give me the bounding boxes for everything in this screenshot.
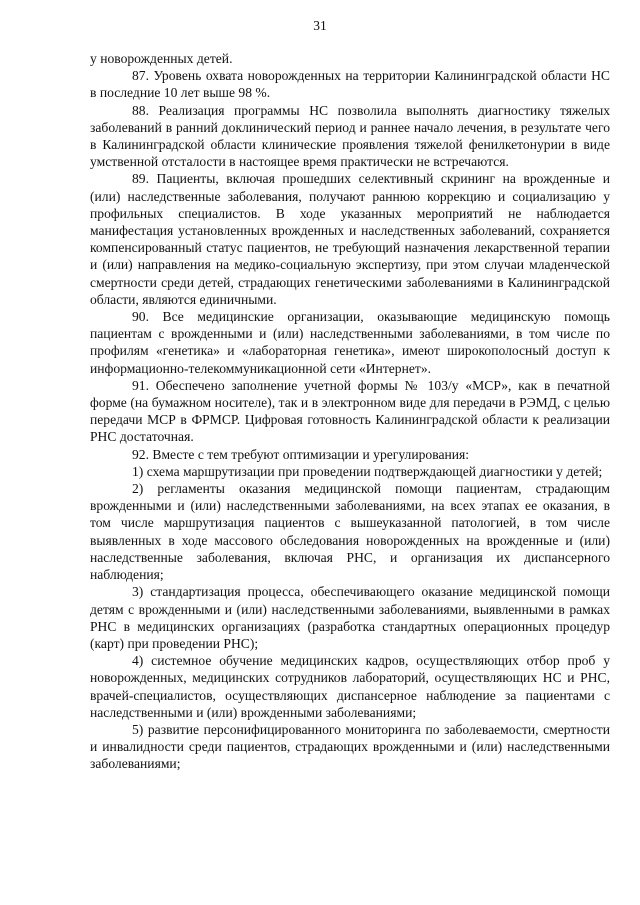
paragraph-87: 87. Уровень охвата новорожденных на территории Калининградской области НС в последние 10 лет выше 98 %. <box>90 68 610 101</box>
paragraph-92: 92. Вместе с тем требуют оптимизации и урегулирования: <box>132 446 470 462</box>
list-item-5: 5) развитие персонифицированного мониторинга по заболеваемости, смертности и инвалидности среди пациентов, страдающих врожденными и (или) наследственными заболеваниями; <box>90 721 610 772</box>
list-item-4: 4) системное обучение медицинских кадров, осуществляющих отбор проб у новорожденных, медицинских сотрудников лабораторий, осуществляющих НС и РНС, врачей-специалистов, осуществляющих диспансерное наблюдение за пациентами с наследственными и (или) врожденными заболеваниями; <box>90 653 610 720</box>
list-item-2: 2) регламенты оказания медицинской помощи пациентам, страдающим врожденными и (или) наследственными заболеваниями, на всех этапах ее оказания, в том числе маршрутизация пациентов с вышеуказанной патологией, в том числе выявленных в ходе массового обследования новорожденных на врожденные и (или) наследственные заболевания, включая РНС, и организация их диспансерного наблюдения; <box>90 481 610 583</box>
paragraph-89: 89. Пациенты, включая прошедших селективный скрининг на врожденные и (или) наследственные заболевания, получают раннюю коррекцию и социализацию у профильных специалистов. В ходе указанных мероприятий не наблюдается манифестация установленных врожденных и наследственных заболеваний, сохраняется компенсированный статус пациентов, не требующий назначения лекарственной терапии и (или) направления на медико-социальную экспертизу, при этом случаи младенческой смертности среди детей, страдающих генетическими заболеваниями в Калининградской области, являются единичными. <box>90 171 610 307</box>
document-body <box>90 50 610 773</box>
paragraph-continuation: у новорожденных детей. <box>90 51 233 66</box>
page-number: 31 <box>313 18 327 33</box>
list-item-3: 3) стандартизация процесса, обеспечивающего оказание медицинской помощи детям с врожденными и (или) наследственными заболеваниями, выявленными в рамках РНС в медицинских организациях (разработка стандартных операционных процедур (карт) при проведении РНС); <box>90 584 610 651</box>
paragraph-91: 91. Обеспечено заполнение учетной формы № 103/у «МСР», как в печатной форме (на бумажном носителе), так и в электронном виде для передачи в РЭМД, с целью передачи МСР в ФРМСР. Цифровая готовность Калининградской области к реализации РНС достаточная. <box>90 377 610 445</box>
paragraph-88: 88. Реализация программы НС позволила выполнять диагностику тяжелых заболеваний в ранний доклинический период и раннее начало лечения, в результате чего в Калининградской области клинические проявления тяжелой фенилкетонурии в виде умственной отсталости в настоящее время практически не встречаются. <box>90 102 610 170</box>
paragraph-90: 90. Все медицинские организации, оказывающие медицинскую помощь пациентам с врожденными и (или) наследственными заболеваниями, в том числе по профилям «генетика» и «лабораторная генетика», имеют широкополосный доступ к информационно-телекоммуникационной сети «Интернет». <box>90 309 610 376</box>
list-item-1: 1) схема маршрутизации при проведении подтверждающей диагностики у детей; <box>132 463 603 479</box>
